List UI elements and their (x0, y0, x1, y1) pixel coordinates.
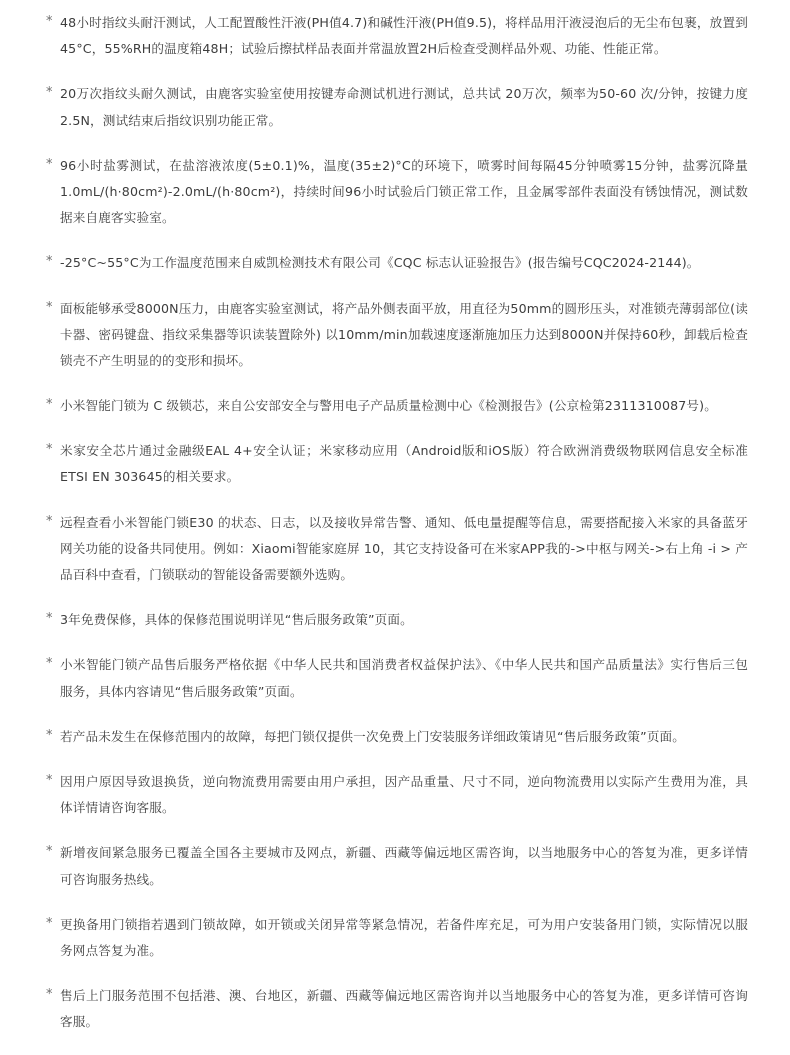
footnote-text: 小米智能门锁产品售后服务严格依据《中华人民共和国消费者权益保护法》、《中华人民共和国产品质量法》实行售后三包服务，具体内容请见“售后服务政策”页面。 (60, 657, 748, 699)
footnote-text: 3年免费保修，具体的保修范围说明详见“售后服务政策”页面。 (60, 612, 413, 628)
list-item (46, 393, 748, 419)
bullet-marker: * (46, 156, 53, 172)
footnote-text: 更换备用门锁指若遇到门锁故障，如开锁或关闭异常等紧急情况，若备件库充足，可为用户安装备用门锁，实际情况以服务网点答复为准。 (60, 916, 748, 958)
list-item (46, 296, 748, 375)
footnote-text: 面板能够承受8000N压力，由鹿客实验室测试，将产品外侧表面平放，用直径为50mm的圆形压头，对准锁壳薄弱部位(读卡器、密码键盘、指纹采集器等识读装置除外) 以10mm/min加载速度逐渐施加压力达到8000N并保持60秒，卸载后检查锁壳不产生明显的的变形和损坏。 (60, 300, 748, 368)
bullet-marker: * (46, 727, 53, 743)
list-item (46, 10, 748, 62)
footnote-text: 20万次指纹头耐久测试，由鹿客实验室使用按键寿命测试机进行测试，总共试 20万次，频率为50-60 次/分钟，按键力度2.5N，测试结束后指纹识别功能正常。 (60, 86, 748, 128)
list-item (46, 769, 748, 821)
list-item (46, 153, 748, 232)
bullet-marker: * (46, 299, 53, 315)
footnote-text: 若产品未发生在保修范围内的故障，每把门锁仅提供一次免费上门安装服务详细政策请见“售后服务政策”页面。 (60, 728, 686, 744)
footnote-text: 48小时指纹头耐汗测试，人工配置酸性汗液(PH值4.7)和碱性汗液(PH值9.5)，将样品用汗液浸泡后的无尘布包裹，放置到45°C，55%RH的温度箱48H；试验后擦拭样品表面并常温放置2H后检查受测样品外观、功能、性能正常。 (60, 15, 748, 57)
bullet-marker: * (46, 14, 53, 29)
bullet-marker: * (46, 397, 53, 413)
footnote-text: 96小时盐雾测试，在盐溶液浓度(5±0.1)%，温度(35±2)°C的环境下，喷雾时间每隔45分钟喷雾15分钟，盐雾沉降量1.0mL/(h·80cm²)-2.0mL/(h·80cm²)，持续时间96小时试验后门锁正常工作，且金属零部件表面没有锈蚀情况，测试数据来自鹿客实验室。 (60, 157, 748, 226)
list-item (46, 983, 748, 1035)
footnote-text: 远程查看小米智能门锁E30 的状态、日志，以及接收异常告警、通知、低电量提醒等信息，需要搭配接入米家的具备蓝牙网关功能的设备共同使用。例如：Xiaomi智能家庭屏 10，其它支持设备可在米家APP我的->中枢与网关->右上角 -i > 产品百科中查看，门锁联动的智能设备需要额外选购。 (60, 514, 748, 582)
list-item (46, 81, 748, 133)
list-item (46, 724, 748, 750)
footnote-text: 新增夜间紧急服务已覆盖全国各主要城市及网点，新疆、西藏等偏远地区需咨询，以当地服务中心的答复为准，更多详情可咨询服务热线。 (60, 845, 748, 887)
list-item (46, 607, 748, 633)
footnote-text: -25°C~55°C为工作温度范围来自威凯检测技术有限公司《CQC 标志认证验报告》(报告编号CQC2024-2144)。 (60, 255, 700, 271)
bullet-marker: * (46, 442, 53, 458)
bullet-marker: * (46, 85, 53, 101)
list-item (46, 912, 748, 964)
list-item (46, 250, 748, 276)
bullet-marker: * (46, 611, 53, 627)
footnote-text: 售后上门服务范围不包括港、澳、台地区，新疆、西藏等偏远地区需咨询并以当地服务中心的答复为准，更多详情可咨询客服。 (60, 988, 748, 1030)
footnote-text: 因用户原因导致退换货，逆向物流费用需要由用户承担，因产品重量、尺寸不同，逆向物流费用以实际产生费用为准，具体详情请咨询客服。 (60, 773, 748, 816)
list-item (46, 438, 748, 490)
footnote-text: 小米智能门锁为 C 级锁芯，来自公安部安全与警用电子产品质量检测中心《检测报告》(公京检第2311310087号)。 (60, 398, 717, 414)
bullet-marker: * (46, 513, 53, 529)
bullet-marker: * (46, 254, 53, 270)
bullet-marker: * (46, 915, 53, 931)
footnote-list (46, 10, 748, 1035)
list-item (46, 840, 748, 892)
bullet-marker: * (46, 844, 53, 860)
bullet-marker: * (46, 987, 53, 1003)
bullet-marker: * (46, 772, 53, 788)
footnote-text: 米家安全芯片通过金融级EAL 4+安全认证；米家移动应用（Android版和iOS版）符合欧洲消费级物联网信息安全标准ETSI EN 303645的相关要求。 (60, 443, 748, 485)
bullet-marker: * (46, 656, 53, 672)
list-item (46, 652, 748, 704)
list-item (46, 510, 748, 589)
